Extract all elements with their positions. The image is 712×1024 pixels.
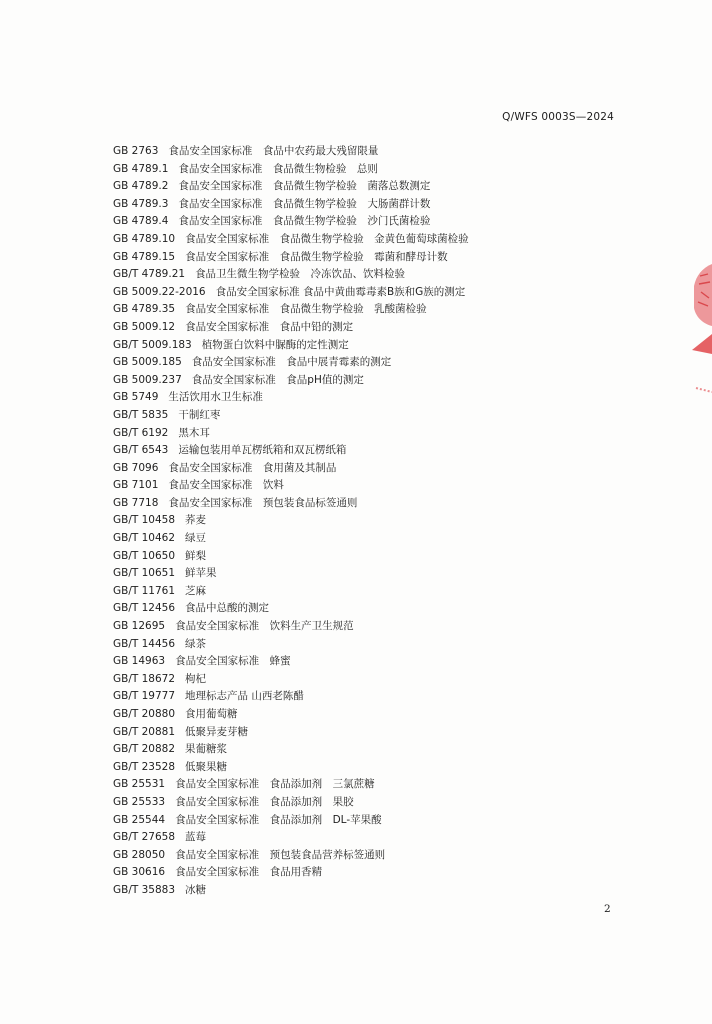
reference-title: 冰糖	[185, 883, 207, 896]
reference-title: 食品安全国家标准 食品中展青霉素的测定	[191, 356, 392, 369]
reference-title: 鲜苹果	[185, 567, 217, 580]
reference-code: GB 25531	[113, 778, 166, 791]
reference-code: GB 5009.237	[113, 373, 182, 386]
reference-title: 食品安全国家标准 饮料生产卫生规范	[175, 620, 354, 633]
red-seal-fragment	[686, 262, 712, 412]
reference-item	[113, 565, 469, 583]
reference-item	[113, 829, 469, 847]
reference-title: 食品安全国家标准 食品微生物学检验 菌落总数测定	[178, 180, 431, 193]
reference-title: 食品安全国家标准 食品微生物学检验 沙门氏菌检验	[178, 215, 431, 228]
reference-code: GB 4789.10	[113, 232, 176, 245]
reference-title: 干制红枣	[178, 408, 221, 421]
reference-item	[113, 583, 469, 601]
reference-item	[113, 372, 469, 390]
reference-title: 绿豆	[185, 532, 207, 545]
reference-code: GB 2763	[113, 145, 159, 157]
reference-code: GB 25533	[113, 795, 166, 808]
reference-title: 低聚异麦芽糖	[185, 725, 249, 738]
reference-title: 食品安全国家标准 食品添加剂 DL-苹果酸	[175, 813, 382, 826]
reference-code: GB/T 6192	[113, 426, 169, 439]
reference-item	[113, 337, 469, 355]
reference-code: GB/T 18672	[113, 672, 176, 685]
reference-code: GB 4789.1	[113, 162, 169, 175]
reference-item	[113, 161, 469, 179]
reference-item	[113, 354, 469, 372]
reference-title: 运输包装用单瓦楞纸箱和双瓦楞纸箱	[178, 444, 347, 457]
reference-code: GB/T 10651	[113, 567, 176, 580]
reference-item	[113, 460, 469, 478]
reference-item	[113, 442, 469, 460]
reference-code: GB 28050	[113, 848, 166, 861]
reference-item	[113, 706, 469, 724]
reference-code: GB 4789.2	[113, 180, 169, 193]
reference-title: 食品安全国家标准 食品微生物学检验 乳酸菌检验	[185, 303, 427, 316]
reference-title: 食品安全国家标准 食品添加剂 果胶	[175, 795, 354, 808]
reference-title: 食品中总酸的测定	[185, 602, 270, 615]
reference-code: GB 7101	[113, 479, 159, 492]
reference-code: GB 5009.22-2016	[113, 285, 206, 298]
reference-item	[113, 741, 469, 759]
reference-title: 食品安全国家标准 食品中黄曲霉毒素B族和G族的测定	[215, 285, 466, 298]
reference-code: GB/T 20882	[113, 743, 176, 756]
reference-code: GB/T 10458	[113, 514, 176, 527]
reference-title: 食品卫生微生物学检验 冷冻饮品、饮料检验	[195, 268, 406, 281]
reference-code: GB 4789.15	[113, 250, 176, 263]
reference-title: 食品安全国家标准 食品微生物检验 总则	[178, 162, 378, 175]
reference-code: GB/T 20880	[113, 708, 176, 720]
reference-code: GB/T 6543	[113, 444, 169, 457]
reference-title: 食用葡萄糖	[185, 708, 238, 720]
reference-code: GB/T 4789.21	[113, 268, 186, 281]
reference-code: GB/T 11761	[113, 584, 176, 597]
reference-title: 枸杞	[185, 672, 207, 685]
reference-item	[113, 319, 469, 337]
reference-item	[113, 301, 469, 319]
reference-code: GB/T 35883	[113, 883, 176, 896]
reference-code: GB 4789.3	[113, 197, 169, 210]
reference-title: 植物蛋白饮料中脲酶的定性测定	[201, 338, 349, 351]
reference-title: 果葡糖浆	[185, 743, 228, 756]
reference-item	[113, 530, 469, 548]
reference-item	[113, 636, 469, 654]
reference-item	[113, 284, 469, 302]
reference-code: GB/T 14456	[113, 637, 176, 650]
reference-item	[113, 776, 469, 794]
reference-item	[113, 389, 469, 407]
reference-item	[113, 512, 469, 530]
reference-code: GB/T 5009.183	[113, 338, 192, 351]
reference-item	[113, 882, 469, 900]
reference-title: 地理标志产品 山西老陈醋	[185, 690, 304, 703]
reference-title: 食品安全国家标准 食品用香精	[175, 866, 323, 879]
reference-code: GB 5009.185	[113, 356, 182, 369]
normative-reference-list	[113, 143, 469, 900]
reference-code: GB 12695	[113, 620, 166, 633]
reference-item	[113, 653, 469, 671]
reference-code: GB 4789.35	[113, 303, 176, 316]
reference-code: GB 25544	[113, 813, 166, 826]
reference-code: GB 14963	[113, 655, 166, 668]
reference-title: 食品安全国家标准 食用菌及其制品	[168, 461, 337, 474]
reference-item	[113, 407, 469, 425]
reference-code: GB/T 10462	[113, 532, 176, 545]
reference-title: 黑木耳	[178, 426, 210, 439]
reference-title: 食品安全国家标准 食品微生物学检验 大肠菌群计数	[178, 197, 431, 210]
reference-code: GB 4789.4	[113, 215, 169, 228]
reference-title: 鲜梨	[185, 549, 207, 562]
reference-item	[113, 196, 469, 214]
reference-item	[113, 495, 469, 513]
reference-title: 食品安全国家标准 食品微生物学检验 金黄色葡萄球菌检验	[185, 232, 469, 245]
reference-title: 生活饮用水卫生标准	[168, 391, 263, 404]
reference-item	[113, 724, 469, 742]
reference-title: 食品安全国家标准 食品中农药最大残留限量	[168, 145, 379, 157]
reference-item	[113, 249, 469, 267]
reference-code: GB/T 19777	[113, 690, 176, 703]
reference-title: 低聚果糖	[185, 760, 228, 773]
reference-code: GB/T 5835	[113, 408, 169, 421]
reference-code: GB 5749	[113, 391, 159, 404]
reference-item	[113, 143, 469, 161]
reference-title: 食品安全国家标准 预包装食品标签通则	[168, 496, 358, 509]
reference-title: 食品安全国家标准 预包装食品营养标签通则	[175, 848, 386, 861]
reference-item	[113, 864, 469, 882]
reference-item	[113, 759, 469, 777]
reference-item	[113, 231, 469, 249]
reference-item	[113, 812, 469, 830]
reference-title: 食品安全国家标准 蜂蜜	[175, 655, 291, 668]
reference-item	[113, 618, 469, 636]
reference-item	[113, 847, 469, 865]
reference-title: 蓝莓	[185, 831, 207, 844]
reference-title: 绿茶	[185, 637, 207, 650]
reference-code: GB 7718	[113, 496, 159, 509]
reference-title: 食品安全国家标准 食品添加剂 三氯蔗糖	[175, 778, 375, 791]
reference-item	[113, 266, 469, 284]
reference-code: GB/T 23528	[113, 760, 176, 773]
reference-code: GB 30616	[113, 866, 166, 879]
reference-code: GB/T 12456	[113, 602, 176, 615]
reference-code: GB 5009.12	[113, 320, 176, 333]
reference-item	[113, 213, 469, 231]
document-code: Q/WFS 0003S—2024	[502, 111, 614, 123]
reference-item	[113, 425, 469, 443]
reference-title: 食品安全国家标准 食品pH值的测定	[191, 373, 364, 386]
reference-code: GB/T 20881	[113, 725, 176, 738]
page-number: 2	[604, 903, 611, 915]
reference-title: 荞麦	[185, 514, 207, 527]
reference-item	[113, 600, 469, 618]
reference-item	[113, 477, 469, 495]
reference-item	[113, 178, 469, 196]
reference-code: GB/T 10650	[113, 549, 176, 562]
reference-title: 芝麻	[185, 584, 207, 597]
reference-item	[113, 548, 469, 566]
reference-title: 食品安全国家标准 饮料	[168, 479, 284, 492]
reference-code: GB/T 27658	[113, 831, 176, 844]
reference-item	[113, 794, 469, 812]
reference-code: GB 7096	[113, 461, 159, 474]
reference-item	[113, 671, 469, 689]
reference-title: 食品安全国家标准 食品中铅的测定	[185, 320, 354, 333]
reference-item	[113, 688, 469, 706]
reference-title: 食品安全国家标准 食品微生物学检验 霉菌和酵母计数	[185, 250, 448, 263]
